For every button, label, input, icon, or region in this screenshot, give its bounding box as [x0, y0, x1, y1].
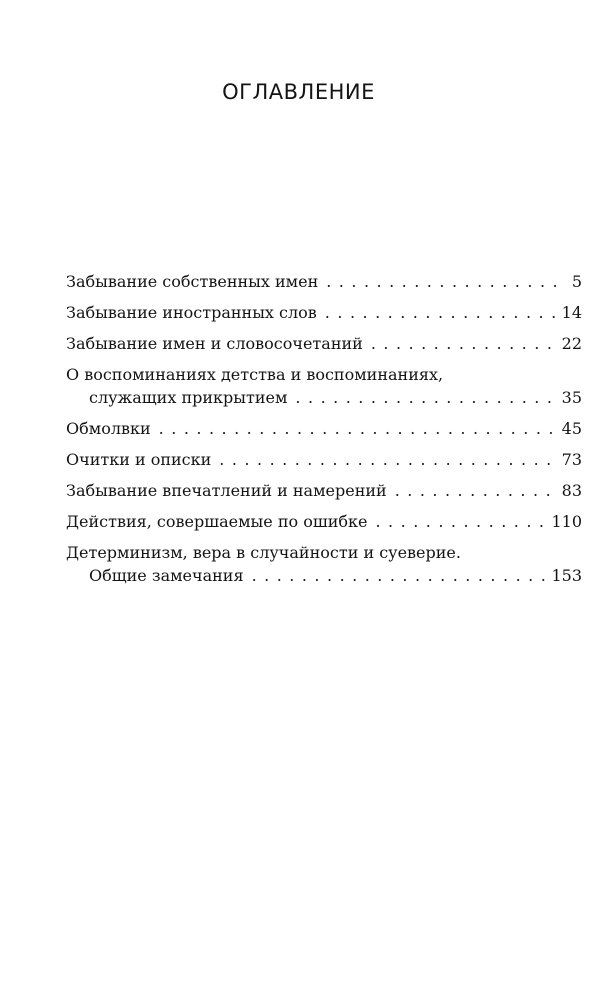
dot-leader — [252, 564, 546, 587]
toc-entry-page: 73 — [561, 450, 582, 469]
toc-entry — [66, 270, 582, 293]
toc-heading: ОГЛАВЛЕНИЕ — [222, 80, 375, 104]
toc-entry-page: 45 — [561, 419, 582, 438]
table-of-contents — [66, 270, 582, 595]
toc-entry — [66, 332, 582, 355]
toc-entry — [66, 417, 582, 440]
dot-leader — [159, 417, 556, 440]
toc-entry-title-line2: служащих прикрытием — [89, 388, 288, 407]
toc-entry-page: 5 — [571, 272, 582, 291]
toc-entry-title: Забывание имен и словосочетаний — [66, 334, 363, 353]
toc-entry-title-line1: Детерминизм, вера в случайности и суеверие. — [66, 543, 461, 562]
toc-entry — [66, 510, 582, 533]
toc-entry-title: Забывание собственных имен — [66, 272, 319, 291]
dot-leader — [371, 332, 556, 355]
toc-entry-page: 14 — [561, 303, 582, 322]
toc-entry-page: 22 — [561, 334, 582, 353]
toc-entry — [66, 301, 582, 324]
toc-entry-title-line1: О воспоминаниях детства и воспоминаниях, — [66, 365, 444, 384]
dot-leader — [375, 510, 545, 533]
toc-entry-title: Забывание впечатлений и намерений — [66, 481, 387, 500]
toc-entry-page: 153 — [551, 566, 582, 585]
toc-entry — [66, 479, 582, 502]
dot-leader — [295, 386, 555, 409]
toc-entry-title: Очитки и описки — [66, 450, 212, 469]
toc-entry-title: Обмолвки — [66, 419, 151, 438]
dot-leader — [219, 448, 555, 471]
toc-entry-page: 35 — [561, 388, 582, 407]
toc-entry-title: Забывание иностранных слов — [66, 303, 317, 322]
toc-entry — [66, 363, 582, 409]
dot-leader — [325, 301, 556, 324]
toc-entry — [66, 448, 582, 471]
toc-entry-page: 110 — [551, 512, 582, 531]
toc-entry-title-line2: Общие замечания — [89, 566, 244, 585]
dot-leader — [326, 270, 566, 293]
dot-leader — [395, 479, 556, 502]
toc-entry-title: Действия, совершаемые по ошибке — [66, 512, 368, 531]
toc-entry — [66, 541, 582, 587]
toc-entry-page: 83 — [561, 481, 582, 500]
